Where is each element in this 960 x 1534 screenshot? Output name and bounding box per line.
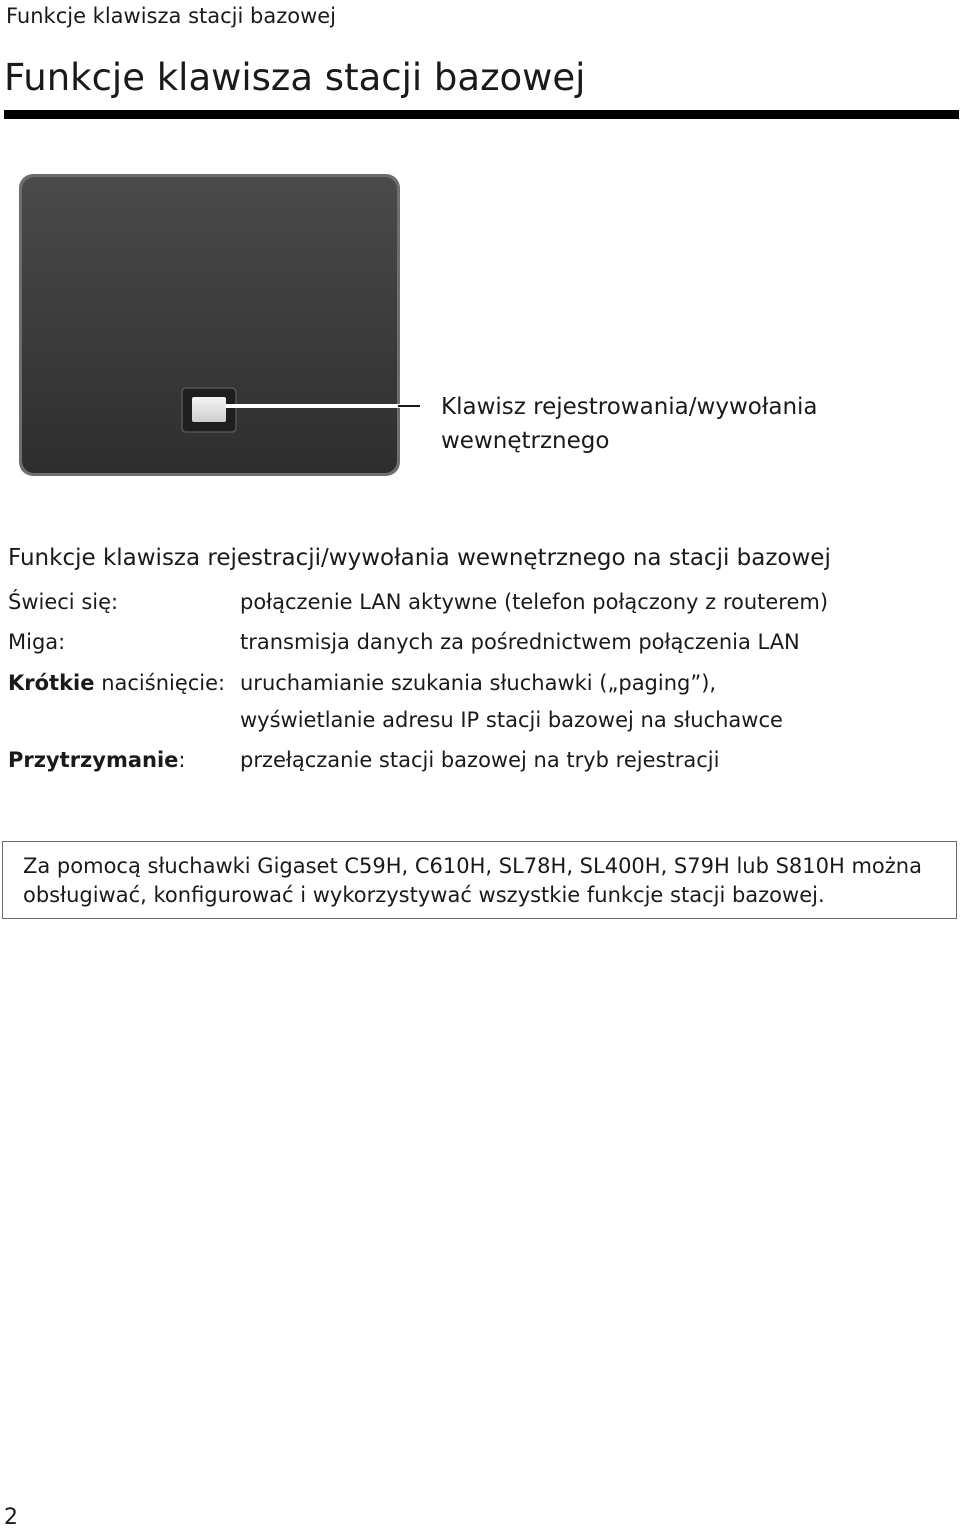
function-desc [240,624,800,661]
function-desc [240,665,783,739]
function-desc-line: wyświetlanie adresu IP stacji bazowej na słuchawce [240,708,783,732]
note-text [23,852,933,910]
function-term [8,671,225,695]
note-line-1: Za pomocą słuchawki Gigaset C59H, C610H, SL78H, SL400H, S79H lub S810H można [23,854,922,878]
function-desc [240,742,719,779]
function-term [8,590,118,614]
function-term-regular: naciśnięcie: [94,671,226,695]
function-term-bold: Przytrzymanie [8,748,179,772]
paging-key-callout [441,390,861,458]
function-desc-line: uruchamianie szukania słuchawki („paging”), [240,671,717,695]
function-term-regular: : [178,748,186,772]
running-header: Funkcje klawisza stacji bazowej [6,4,337,28]
function-term-regular: Miga: [8,630,66,654]
function-desc [240,584,828,621]
page-title: Funkcje klawisza stacji bazowej [4,56,586,99]
title-divider [4,110,959,119]
function-term [8,748,186,772]
paging-key-face [192,397,226,422]
callout-line-2: wewnętrznego [441,428,610,454]
function-term [8,630,65,654]
note-line-2: obsługiwać, konfigurować i wykorzystywać wszystkie funkcje stacji bazowej. [23,883,825,907]
function-desc-line: połączenie LAN aktywne (telefon połączony z routerem) [240,590,829,614]
function-desc-line: przełączanie stacji bazowej na tryb rejestracji [240,748,720,772]
function-desc-line: transmisja danych za pośrednictwem połączenia LAN [240,630,800,654]
function-term-regular: Świeci się: [8,590,119,614]
note-box [2,841,957,919]
functions-heading: Funkcje klawisza rejestracji/wywołania wewnętrznego na stacji bazowej [8,545,831,571]
function-term-bold: Krótkie [8,671,95,695]
page-number: 2 [4,1505,18,1530]
callout-line-1: Klawisz rejestrowania/wywołania [441,394,818,420]
